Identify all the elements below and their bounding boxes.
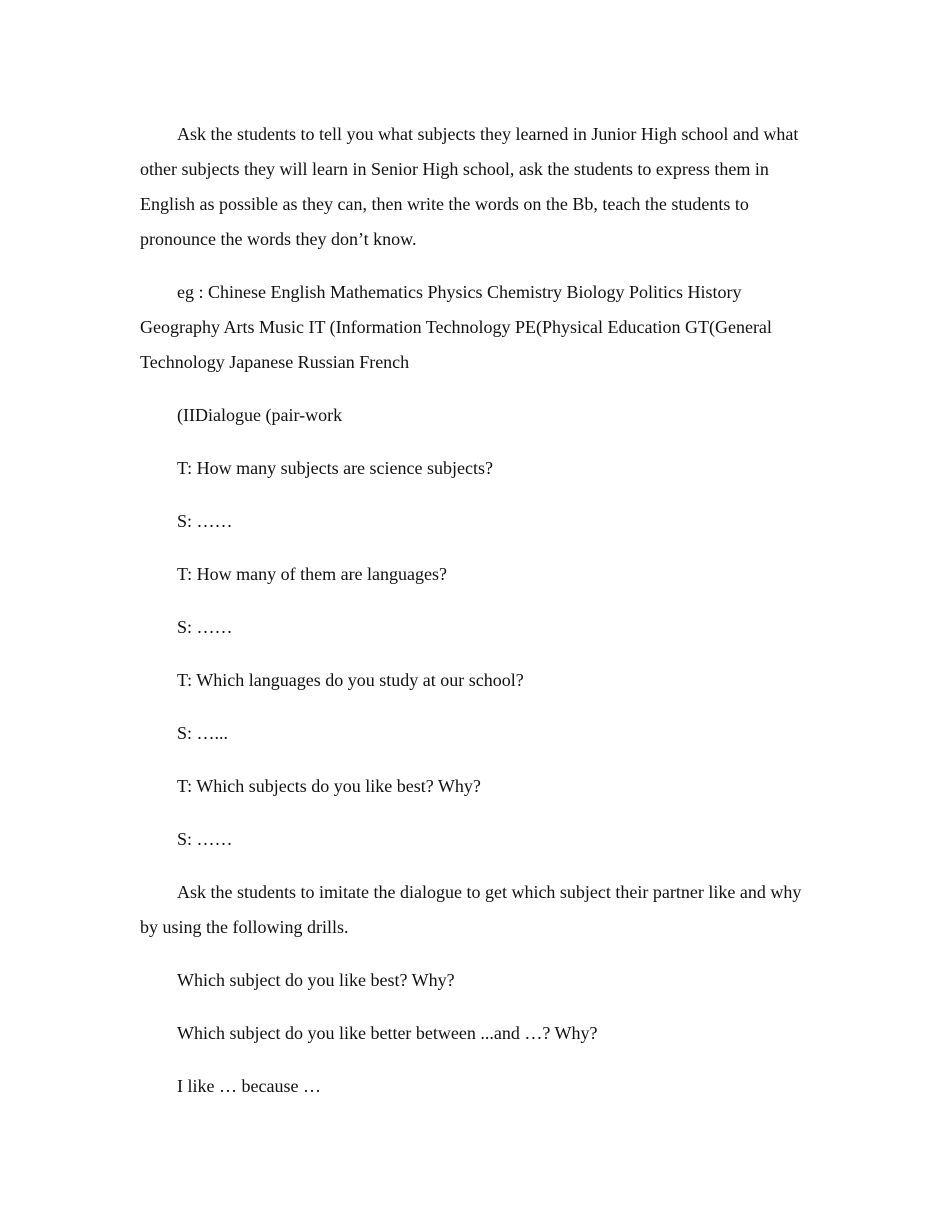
student-line: S: …… xyxy=(177,511,233,531)
drill-line: Which subject do you like best? Why? xyxy=(177,970,455,990)
teacher-line: T: Which languages do you study at our school? xyxy=(177,670,524,690)
document-page xyxy=(140,117,810,1122)
student-line: S: …... xyxy=(177,723,229,743)
student-line: S: …… xyxy=(177,829,233,849)
intro-paragraph: Ask the students to tell you what subjects they learned in Junior High school and what other subjects they will learn in Senior High school, ask the students to express them in English as possible as they can, then write the words on the Bb, teach the students to pronounce the words they don’t know. xyxy=(140,124,799,249)
dialogue-heading: (IIDialogue (pair-work xyxy=(177,405,343,425)
subject-list-paragraph: eg : Chinese English Mathematics Physics Chemistry Biology Politics History Geography Arts Music IT (Information Technology PE(Physical Education GT(General Technology Japanese Russian French xyxy=(140,282,772,372)
teacher-line: T: How many of them are languages? xyxy=(177,564,448,584)
teacher-line: T: How many subjects are science subjects? xyxy=(177,458,493,478)
drill-line: I like … because … xyxy=(177,1076,321,1096)
drill-line: Which subject do you like better between ...and …? Why? xyxy=(177,1023,598,1043)
student-line: S: …… xyxy=(177,617,233,637)
instruction-paragraph: Ask the students to imitate the dialogue to get which subject their partner like and why by using the following drills. xyxy=(140,882,802,937)
teacher-line: T: Which subjects do you like best? Why? xyxy=(177,776,481,796)
